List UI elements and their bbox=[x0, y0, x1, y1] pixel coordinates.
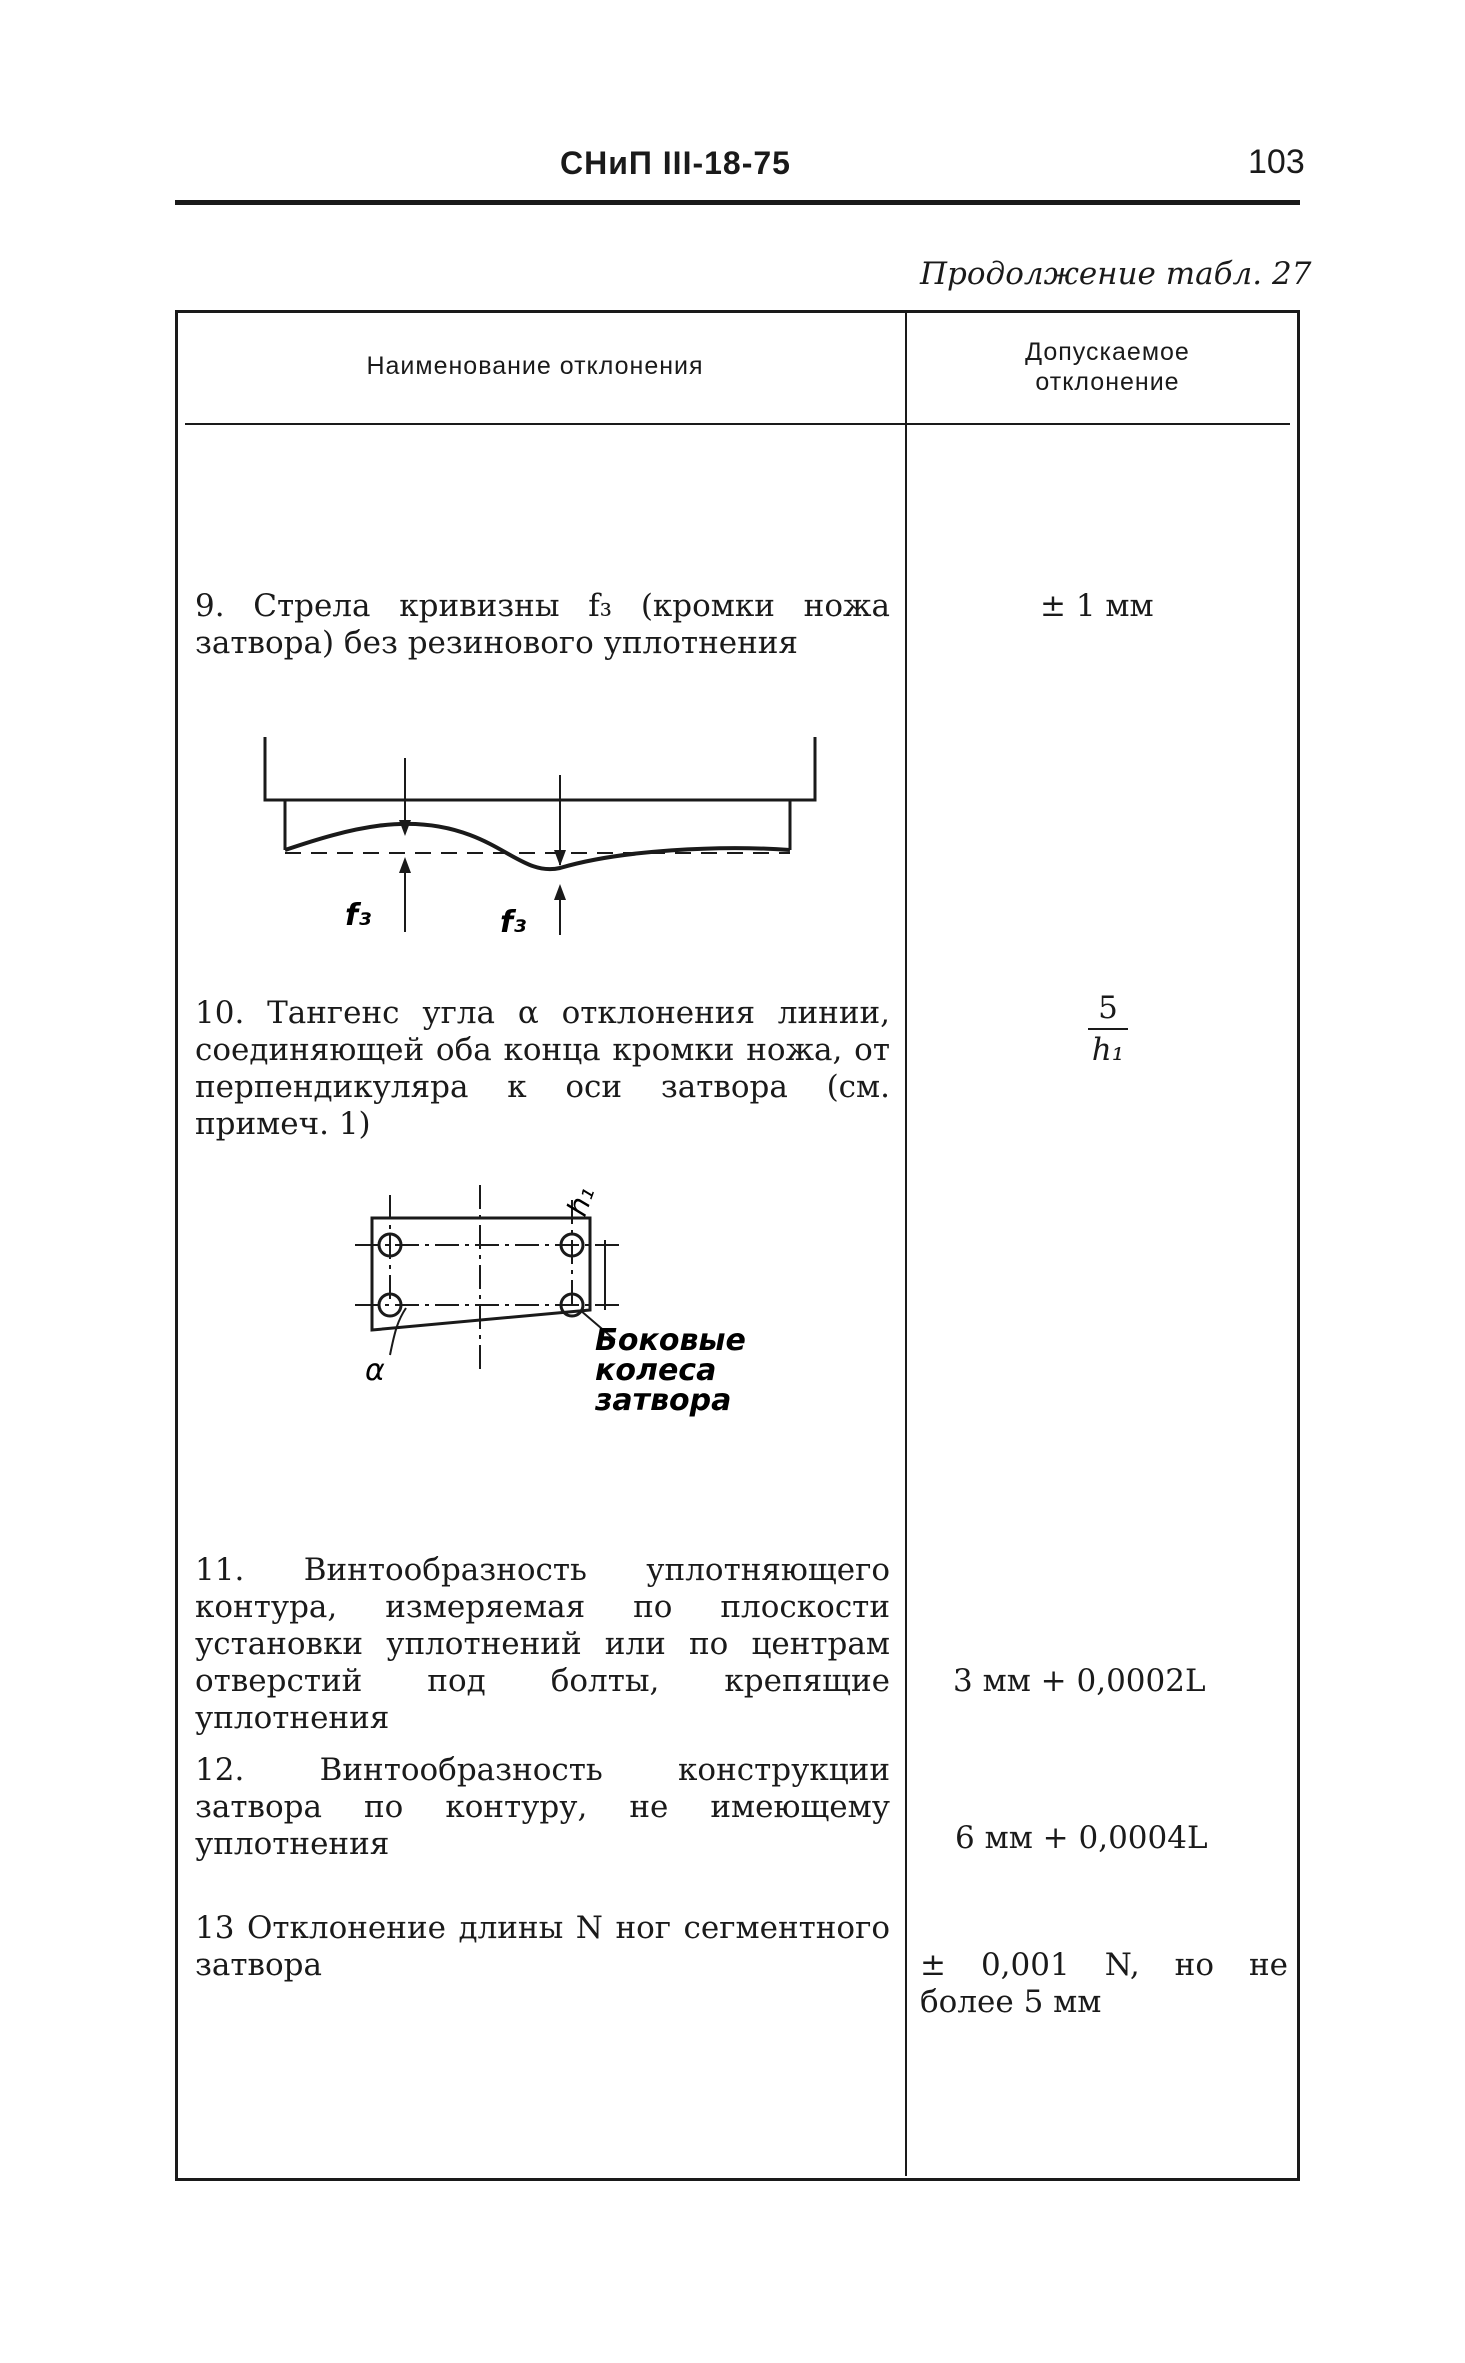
document-code: СНиП III-18-75 bbox=[560, 145, 791, 181]
table-left-border bbox=[175, 310, 178, 2180]
figure1-label-f3-left: f₃ bbox=[345, 898, 372, 933]
table-top-border bbox=[175, 310, 1300, 313]
table-continuation-label: Продолжение табл. 27 bbox=[920, 256, 1312, 292]
row-10-value-fraction bbox=[1078, 990, 1138, 1068]
figure2-label-line1: Боковые bbox=[595, 1323, 746, 1358]
page-number: 103 bbox=[1248, 143, 1305, 181]
header-rule bbox=[175, 200, 1300, 205]
row-10-value-denominator: h₁ bbox=[1091, 1032, 1125, 1068]
table-bottom-border bbox=[175, 2178, 1300, 2181]
fraction-bar bbox=[1088, 1028, 1128, 1030]
table-column-divider bbox=[905, 310, 907, 2176]
row-9-value: ± 1 мм bbox=[1040, 588, 1154, 624]
figure1-curved-edge bbox=[285, 824, 790, 869]
figure2-label-line2: колеса bbox=[595, 1353, 717, 1388]
row-10-text: 10. Тангенс угла α отклонения линии, соединяющей оба конца кромки ножа, от перпендикуляра к оси затвора (см. примеч. 1) bbox=[195, 995, 890, 1142]
row-12-text: 12. Винтообразность конструкции затвора по контуру, не имеющему уплотнения bbox=[195, 1752, 890, 1862]
row-13-value: ± 0,001 N, но не более 5 мм bbox=[920, 1947, 1288, 2020]
row-13-text: 13 Отклонение длины N ног сегментного затвора bbox=[195, 1910, 890, 1983]
table-right-border bbox=[1297, 310, 1300, 2180]
figure-side-wheels bbox=[350, 1180, 750, 1440]
figure1-frame bbox=[265, 737, 815, 800]
column-header-name: Наименование отклонения bbox=[366, 352, 704, 380]
row-10-value-numerator: 5 bbox=[1098, 990, 1118, 1026]
figure2-axis-lines bbox=[390, 1185, 572, 1370]
figure1-legs bbox=[285, 800, 790, 850]
row-9-text: 9. Стрела кривизны f₃ (кромки ножа затвора) без резинового уплотнения bbox=[195, 588, 890, 661]
figure2-label-alpha: α bbox=[365, 1353, 385, 1388]
figure2-label-line3: затвора bbox=[595, 1383, 732, 1418]
figure1-label-f3-right: f₃ bbox=[500, 905, 527, 940]
figure2-label-h1: h₁ bbox=[560, 1181, 602, 1221]
figure-blade-curvature bbox=[250, 700, 850, 960]
table-header-rule bbox=[185, 423, 1290, 425]
column-header-tolerance: Допускаемое отклонение bbox=[1025, 338, 1190, 396]
row-11-value: 3 мм + 0,0002L bbox=[953, 1663, 1206, 1699]
row-11-text: 11. Винтообразность уплотняющего контура, измеряемая по плоскости установки уплотнений или по центрам отверстий под болты, крепящие уплотнения bbox=[195, 1552, 890, 1736]
row-12-value: 6 мм + 0,0004L bbox=[955, 1820, 1208, 1856]
figure1-arrows bbox=[399, 820, 566, 900]
